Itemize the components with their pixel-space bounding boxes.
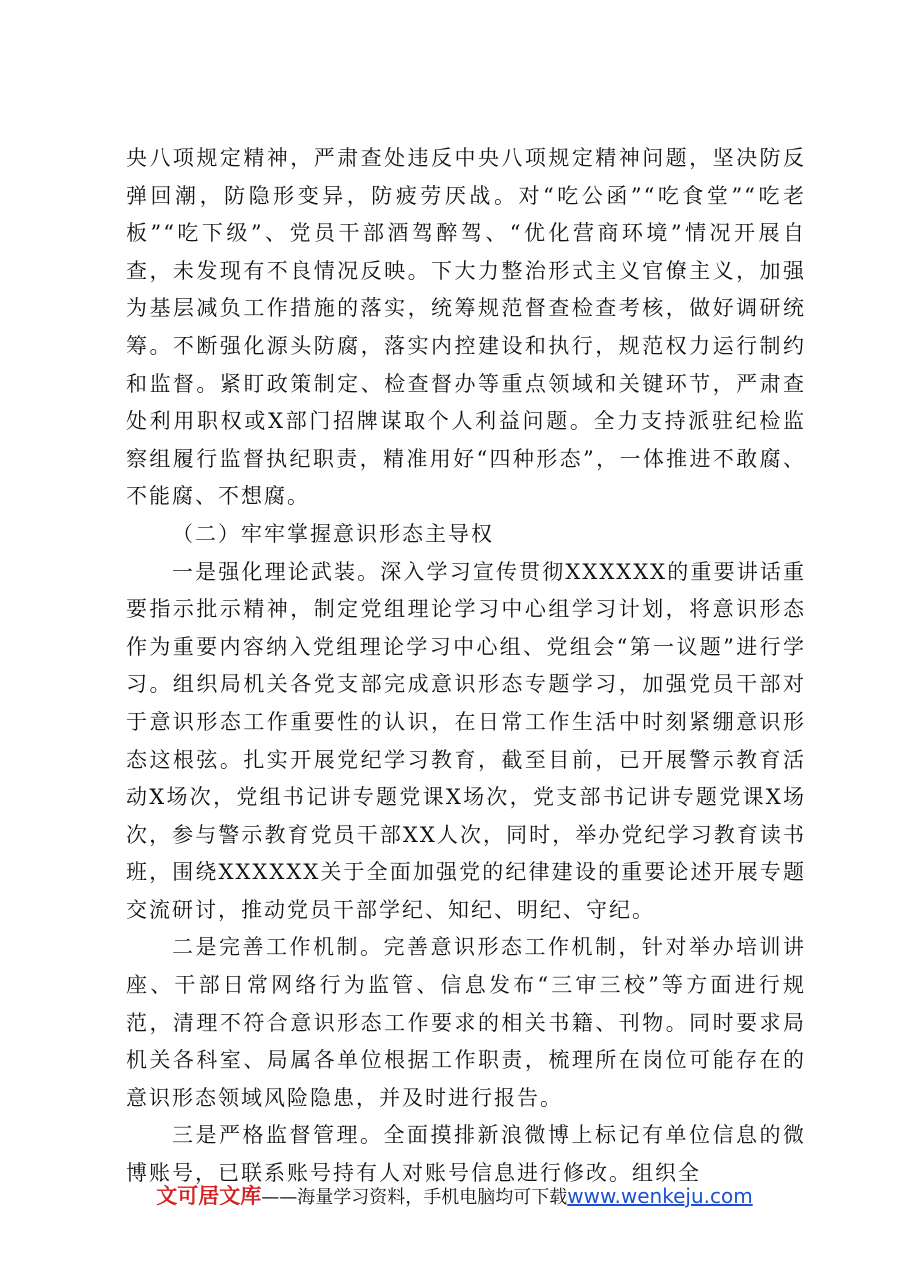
text-line: 岗位可能存在的意识形态领域风险隐患，并及时进行报告。 [126,1048,807,1110]
text-line: 式主义官僚主义，加强为基层减负工作措施的落实，统筹规范 [126,258,807,321]
text-line: 督办等重点领域和关键环节，严肃查处利用职权或X部门招牌 [126,371,807,434]
text-line: 的微博账号，已联系账号持有人对账号信息进行修改。组织全 [126,1123,806,1186]
text-line: 责，精准用好“四种形态”，一体推进不敢腐、不能腐、不想 [126,446,806,509]
text-line: 面进行规范，清理不符合意识形态工作要求的相关书籍、刊物。 [126,973,806,1035]
text-line: 重要指示批示精神，制定党组理论学习中心组学习计划，将意 [126,559,806,622]
text-line: 三是严格监督管理。全面摸排新浪微博上标记有单位信息 [172,1123,760,1148]
text-line: 人次，同时，举办党纪学习教育读书班，围绕XXXXXX关于全面 [126,822,806,885]
paragraph-theory-study [126,554,806,930]
text-line: 腐。 [264,484,310,509]
text-line: 次，党支部书记讲专题党课X场次，参与警示教育党员干部XX [126,785,806,847]
text-line: 活中时刻紧绷意识形态这根弦。扎实开展党纪学习教育，截至 [126,709,807,772]
text-line: 议题”进行学习。组织局机关各党支部完成意识形态专题学习， [126,634,806,697]
text-line: 环境”情况开展自查，未发现有不良情况反映。下大力整治形 [126,221,806,283]
text-line: 央八项规定精神，严肃查处违反中央八项规定精神问题，坚决 [126,146,760,170]
text-line: 堂”“吃老板”“吃下级”、党员干部酒驾醉驾、“优化营商 [126,183,806,246]
text-line: 督查检查考核，做好调研统筹。不断强化源头防腐，落实内控 [126,296,807,358]
footer-watermark [0,1180,909,1210]
paragraph-work-mechanism [126,929,806,1117]
text-line: 同时要求局机关各科室、局属各单位根据工作职责，梳理所在 [126,1010,806,1073]
text-line: 加强党员干部对于意识形态工作重要性的认识，在日常工作生 [126,672,807,734]
paragraph-continuation [126,140,806,516]
text-line: 部学纪、知纪、明纪、守纪。 [356,897,655,922]
text-line: 识形态作为重要内容纳入党组理论学习中心组、党组会“第一 [126,597,807,659]
heading-text: （二）牢牢掌握意识形态主导权 [172,521,494,546]
footer-tagline: ——海量学习资料，手机电脑均可下载 [261,1187,568,1208]
section-heading [126,516,806,554]
text-line: 加强党的纪律建设的重要论述开展专题交流研讨，推动党员干 [126,860,806,922]
text-line: 建设和执行，规范权力运行制约和监督。紧盯政策制定、检查 [126,333,807,396]
text-line: 二是完善工作机制。完善意识形态工作机制，针对举办培 [172,935,760,960]
document-body [126,140,806,1193]
footer-url-link[interactable]: www.wenkeju.com [567,1184,753,1208]
text-line: 谋取个人利益问题。全力支持派驻纪检监察组履行监督执纪职 [126,409,807,471]
text-line: 一是强化理论武装。深入学习宣传贯彻XXXXXX的重要讲话 [172,559,783,584]
text-line: 防反弹回潮，防隐形变异，防疲劳厌战。对“吃公函”“吃食 [126,146,807,208]
text-line: 目前，已开展警示教育活动X场次，党组书记讲专题党课X场 [126,747,807,810]
text-line: 训讲座、干部日常网络行为监管、信息发布“三审三校”等方 [126,935,806,998]
footer-brand: 文可居文库 [156,1184,262,1208]
